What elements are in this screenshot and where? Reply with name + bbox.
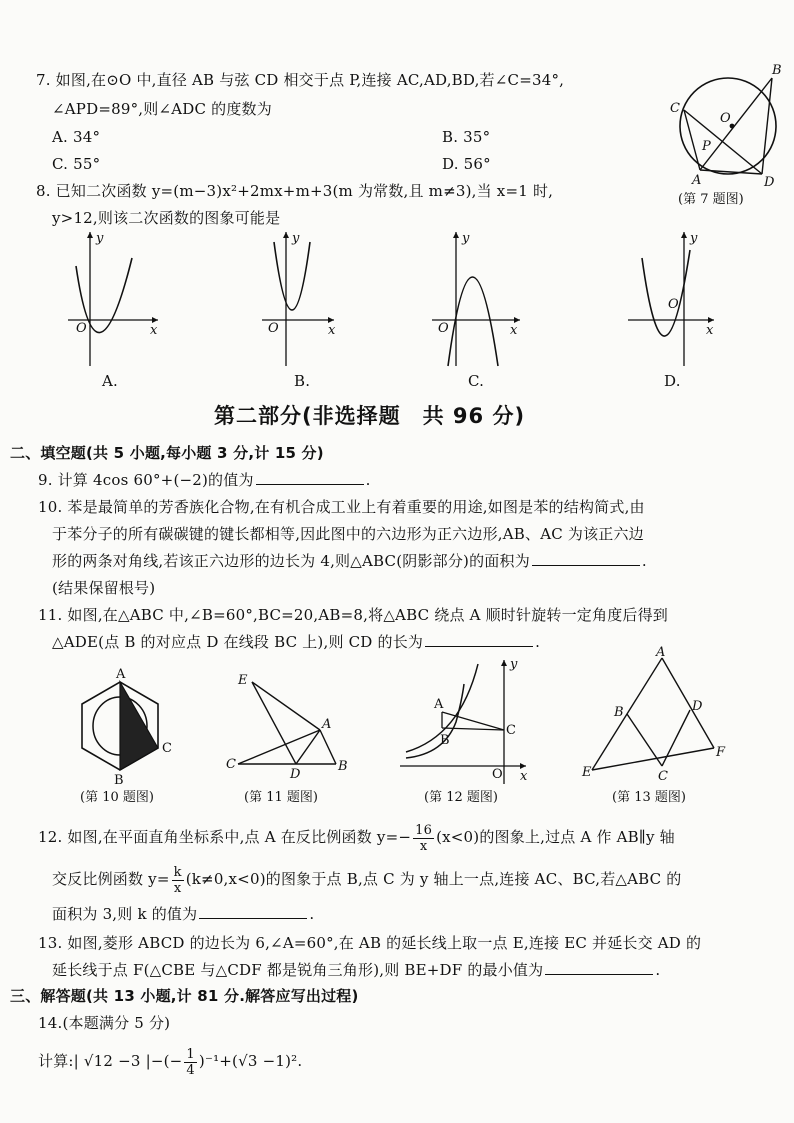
- q12-line3-text: 面积为 3,则 k 的值为: [52, 905, 198, 923]
- section3-heading: 三、解答题(共 13 小题,计 81 分.解答应写出过程): [10, 987, 359, 1005]
- q8-graph-c: [432, 228, 532, 368]
- q13-period: .: [655, 961, 661, 979]
- q11-caption: (第 11 题图): [244, 790, 318, 805]
- q12-label-a: A: [434, 697, 444, 712]
- q8-stem-line1: 8. 已知二次函数 y=(m−3)x²+2mx+m+3(m 为常数,且 m≠3),当 x=1 时,: [36, 182, 554, 200]
- part2-title: 第二部分(非选择题 共 96 分): [214, 404, 526, 428]
- q9-text: 9. 计算 4cos 60°+(−2)的值为: [38, 471, 254, 489]
- q14-calculation: [38, 1044, 302, 1078]
- q13-line2: [52, 960, 660, 980]
- q10-label-b: B: [114, 773, 124, 788]
- q7-option-c: C. 55°: [52, 155, 101, 173]
- q11-answer-blank[interactable]: [425, 632, 533, 647]
- q13-label-d: D: [692, 699, 703, 714]
- q8-stem-line2: y>12,则该二次函数的图象可能是: [52, 209, 281, 227]
- q13-rhombus-figure: [580, 646, 730, 786]
- q10-period: .: [641, 552, 647, 570]
- graph-a-origin-label: O: [76, 321, 87, 336]
- q7-label-o: O: [720, 111, 731, 126]
- q7-option-b: B. 35°: [442, 128, 491, 146]
- q12-line2-rest: (k≠0,x<0)的图象于点 B,点 C 为 y 轴上一点,连接 AC、BC,若△ABC 的: [185, 870, 682, 888]
- graph-b-x-label: x: [328, 323, 336, 338]
- q12-frac1-den: x: [419, 838, 428, 854]
- q7-label-a: A: [692, 173, 702, 188]
- q10-label-c: C: [162, 741, 172, 756]
- q8-graph-d: [628, 228, 728, 368]
- q8-label-b: B.: [294, 372, 311, 390]
- graph-b-origin-label: O: [268, 321, 279, 336]
- q14-title: 14.(本题满分 5 分): [38, 1014, 171, 1032]
- q11-label-a: A: [322, 717, 332, 732]
- q7-caption: (第 7 题图): [678, 192, 744, 207]
- graph-c-origin-label: O: [438, 321, 449, 336]
- q12-line1-text: 12. 如图,在平面直角坐标系中,点 A 在反比例函数 y=−: [38, 828, 412, 846]
- q7-label-p: P: [702, 139, 711, 154]
- q12-label-c: C: [506, 723, 516, 738]
- q13-answer-blank[interactable]: [545, 960, 653, 975]
- q11-label-c: C: [226, 757, 236, 772]
- q12-fraction-neg16-over-x: [413, 823, 434, 854]
- q10-caption: (第 10 题图): [80, 790, 154, 805]
- q11-line1: 11. 如图,在△ABC 中,∠B=60°,BC=20,AB=8,将△ABC 绕点 A 顺时针旋转一定角度后得到: [38, 606, 669, 624]
- q10-answer-blank[interactable]: [532, 551, 640, 566]
- q12-line3: [52, 904, 314, 924]
- q11-line2: [52, 632, 540, 652]
- q13-label-f: F: [716, 745, 726, 760]
- q12-caption: (第 12 题图): [424, 790, 498, 805]
- graph-c-y-label: y: [462, 231, 470, 246]
- q9-stem: [38, 470, 371, 490]
- graph-d-y-label: y: [690, 231, 698, 246]
- section2-heading: 二、填空题(共 5 小题,每小题 3 分,计 15 分): [10, 444, 324, 462]
- q8-label-a: A.: [102, 372, 119, 390]
- q7-stem-line1: 7. 如图,在⊙O 中,直径 AB 与弦 CD 相交于点 P,连接 AC,AD,BD,若∠C=34°,: [36, 71, 565, 89]
- q11-label-b: B: [338, 759, 348, 774]
- q13-label-c: C: [658, 769, 668, 784]
- q12-frac2-num: k: [173, 864, 182, 880]
- q10-label-a: A: [116, 667, 126, 682]
- q13-label-e: E: [582, 765, 592, 780]
- q14-frac-num: 1: [186, 1046, 195, 1062]
- q7-option-d: D. 56°: [442, 155, 491, 173]
- graph-a-y-label: y: [96, 231, 104, 246]
- q12-line2-text: 交反比例函数 y=: [52, 870, 170, 888]
- q9-period: .: [365, 471, 371, 489]
- q7-label-d: D: [764, 175, 775, 190]
- q8-label-d: D.: [664, 372, 681, 390]
- q7-stem-line2: ∠APD=89°,则∠ADC 的度数为: [52, 100, 272, 118]
- q11-triangle-figure: [222, 668, 362, 786]
- q10-line3-text: 形的两条对角线,若该正六边形的边长为 4,则△ABC(阴影部分)的面积为: [52, 552, 530, 570]
- q13-label-b: B: [614, 705, 624, 720]
- q12-line1-rest: (x<0)的图象上,过点 A 作 AB∥y 轴: [436, 828, 675, 846]
- q14-fraction-1-over-4: [184, 1047, 196, 1078]
- q9-answer-blank[interactable]: [256, 470, 364, 485]
- q7-circle-figure: [660, 62, 790, 192]
- graph-a-x-label: x: [150, 323, 158, 338]
- graph-c-x-label: x: [510, 323, 518, 338]
- q8-graph-a: [68, 228, 168, 368]
- q13-caption: (第 13 题图): [612, 790, 686, 805]
- q12-answer-blank[interactable]: [199, 904, 307, 919]
- q12-label-x: x: [520, 769, 528, 784]
- q11-period: .: [535, 633, 541, 651]
- graph-d-origin-label: O: [668, 297, 679, 312]
- q14-calc-text: 计算:| √12 −3 |−(−: [38, 1052, 183, 1070]
- q14-calc-rest: )⁻¹+(√3 −1)².: [198, 1052, 303, 1070]
- q11-line2-text: △ADE(点 B 的对应点 D 在线段 BC 上),则 CD 的长为: [52, 633, 424, 651]
- q12-coordinate-figure: [400, 656, 540, 786]
- q12-period: .: [309, 905, 315, 923]
- q12-frac1-num: 16: [415, 822, 433, 838]
- q12-label-o: O: [492, 767, 503, 782]
- q7-label-b: B: [772, 63, 782, 78]
- q12-label-b: B: [440, 733, 450, 748]
- q10-hexagon-figure: [70, 668, 180, 786]
- q10-line2: 于苯分子的所有碳碳键的键长都相等,因此图中的六边形为正六边形,AB、AC 为该正六边: [52, 525, 644, 543]
- graph-d-x-label: x: [706, 323, 714, 338]
- q12-line1: [38, 820, 675, 854]
- q10-line4: (结果保留根号): [52, 579, 156, 597]
- q14-frac-den: 4: [186, 1062, 195, 1078]
- q10-line1: 10. 苯是最简单的芳香族化合物,在有机合成工业上有着重要的用途,如图是苯的结构简式,由: [38, 498, 645, 516]
- q12-frac2-den: x: [173, 880, 182, 896]
- q7-label-c: C: [670, 101, 680, 116]
- graph-b-y-label: y: [292, 231, 300, 246]
- q8-graph-b: [262, 228, 362, 368]
- q7-option-a: A. 34°: [52, 128, 101, 146]
- q11-label-d: D: [290, 767, 301, 782]
- q13-label-a: A: [656, 645, 666, 660]
- q12-fraction-k-over-x: [172, 865, 184, 896]
- q13-line1: 13. 如图,菱形 ABCD 的边长为 6,∠A=60°,在 AB 的延长线上取一点 E,连接 EC 并延长交 AD 的: [38, 934, 702, 952]
- q11-label-e: E: [238, 673, 248, 688]
- q13-line2-text: 延长线于点 F(△CBE 与△CDF 都是锐角三角形),则 BE+DF 的最小值为: [52, 961, 544, 979]
- q8-label-c: C.: [468, 372, 485, 390]
- q10-line3: [52, 551, 647, 571]
- q12-label-y: y: [510, 657, 518, 672]
- q12-line2: [52, 862, 682, 896]
